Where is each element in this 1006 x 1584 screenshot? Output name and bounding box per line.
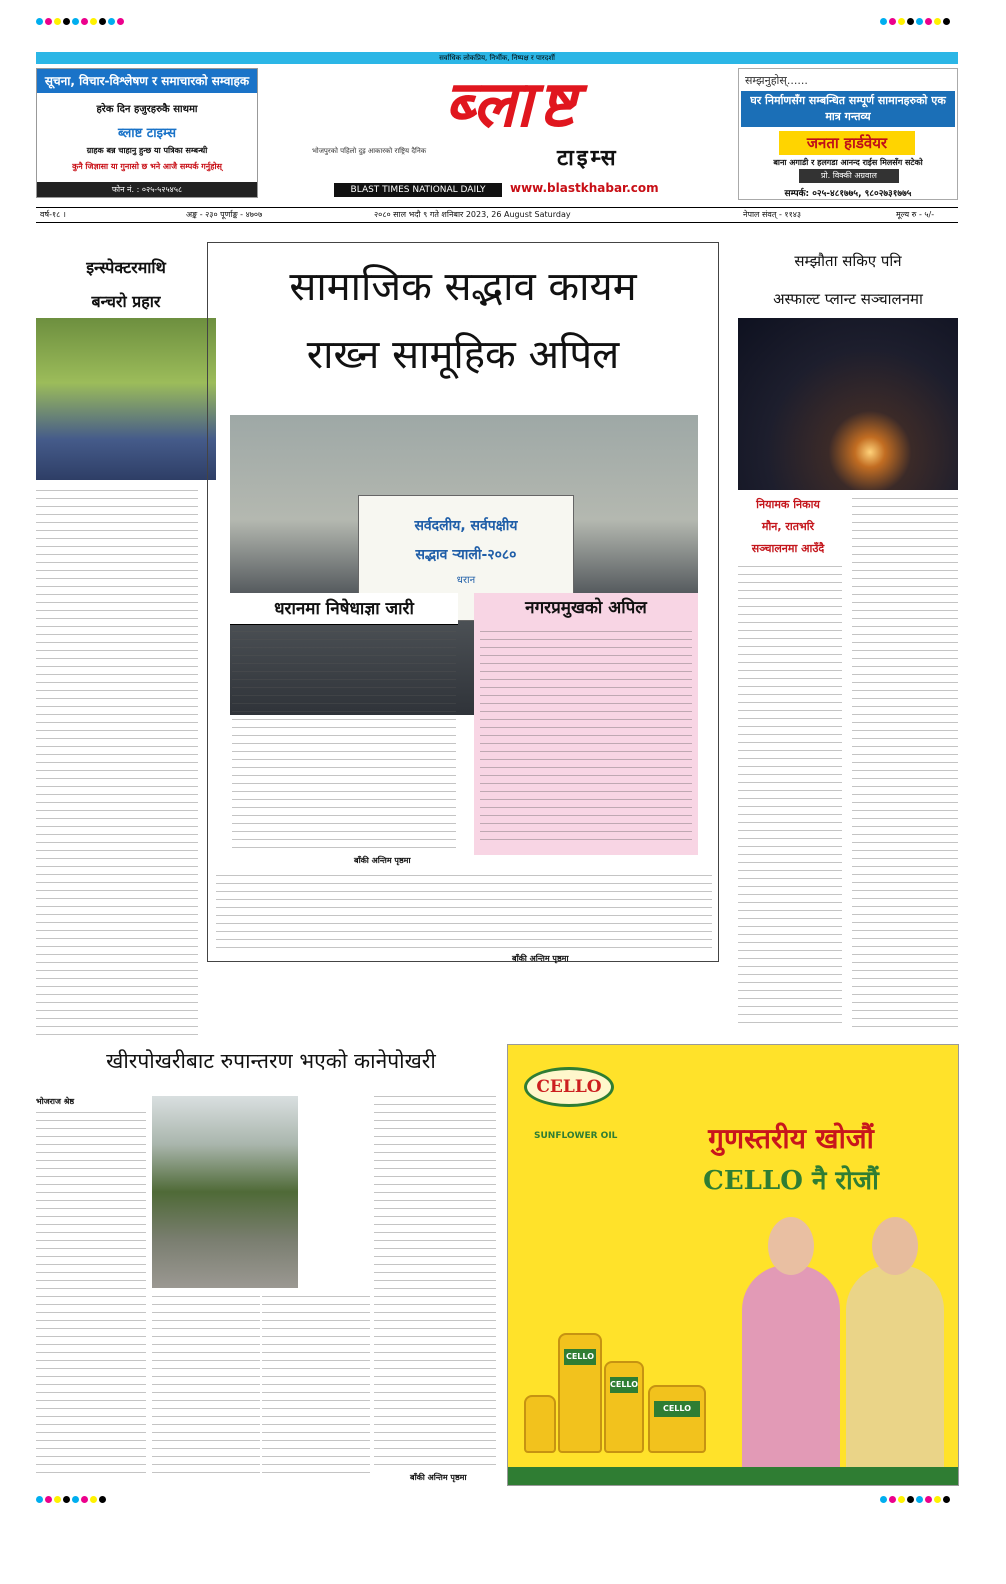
- right-story-headline-line1: सम्झौता सकिए पनि: [794, 252, 902, 270]
- subscription-ad-line1: हरेक दिन हजुरहरुकै साथमा: [96, 104, 198, 115]
- inspector-photo: [36, 318, 216, 480]
- masthead-tagline: भोजपुरको पहिलो दुइ आकारको राष्ट्रिय दैनिक: [312, 147, 427, 155]
- cello-logo: CELLO: [524, 1067, 614, 1107]
- prohibitory-order-subhead[interactable]: धरानमा निषेधाज्ञा जारी: [230, 593, 458, 625]
- hardware-ad-contact: सम्पर्क: ०२५-४८१७७५, ९८०२७३१७७५: [784, 189, 912, 199]
- masthead-daily-label: BLAST TIMES NATIONAL DAILY: [334, 183, 502, 197]
- rally-banner-line3: धरान: [456, 575, 476, 586]
- cello-jar: [648, 1385, 706, 1453]
- cello-models-illustration: [718, 1195, 958, 1465]
- feature-headline-line2[interactable]: राख्न सामूहिक अपिल: [306, 332, 620, 378]
- left-story-body: [36, 490, 198, 1038]
- bottom-story-body-col3: [262, 1296, 370, 1480]
- cello-bottle-label-2: CELLO: [610, 1377, 638, 1393]
- hardware-ad-heading: सम्झनुहोस्......: [745, 74, 808, 87]
- cello-ad-footer-strip: [508, 1467, 958, 1485]
- right-story-headline-line2: अस्फाल्ट प्लान्ट सञ्चालनमा: [773, 290, 923, 308]
- cello-ad: [507, 1044, 959, 1486]
- dateline-price: मूल्य रु - ५/-: [896, 210, 935, 219]
- dateline-samvat: नेपाल संवत् - ११४३: [743, 210, 802, 219]
- dateline-issue: अङ्क - २३० पूर्णाङ्क - ४७०७: [186, 210, 263, 219]
- right-story-subhead-line2: मौन, रातभरि: [761, 520, 815, 533]
- color-registration-top-left: [36, 18, 124, 25]
- bottom-story-headline[interactable]: खीरपोखरीबाट रुपान्तरण भएको कानेपोखरी: [106, 1049, 436, 1073]
- masthead-url[interactable]: www.blastkhabar.com: [510, 181, 659, 195]
- feature-continued-note-2: बाँकी अन्तिम पृष्ठमा: [512, 954, 569, 963]
- cello-bottle-3: [524, 1395, 556, 1453]
- feature-headline-line1[interactable]: सामाजिक सद्भाव कायम: [289, 264, 637, 310]
- bottom-story-continued-note: बाँकी अन्तिम पृष्ठमा: [410, 1473, 467, 1482]
- feature-story: [207, 242, 719, 962]
- model-right: [846, 1265, 944, 1475]
- mayor-appeal-body: [480, 631, 692, 841]
- cello-product-name: SUNFLOWER OIL: [534, 1131, 618, 1141]
- subscription-ad-headline: सूचना, विचार-विश्लेषण र समाचारको सम्वाहक: [37, 69, 257, 93]
- asphalt-plant-photo: [738, 318, 958, 490]
- subscription-ad-line3: ग्राहक बन्न चाहानु हुन्छ या पत्रिका सम्बन्धी: [86, 146, 208, 155]
- bottom-story-body-col1: [36, 1112, 146, 1480]
- hardware-ad: [738, 68, 958, 200]
- cello-jar-label: CELLO: [654, 1401, 700, 1417]
- left-story-headline-line1: इन्स्पेक्टरमाथि: [86, 258, 166, 277]
- top-tagline: सर्वाधिक लोकप्रिय, निर्भीक, निष्पक्ष र पारदर्शी: [439, 54, 555, 62]
- prohibitory-order-body: [232, 631, 456, 851]
- bottom-story-body-col4: [374, 1096, 496, 1466]
- bottom-story-byline: भोजराज श्रेष्ठ: [36, 1097, 75, 1106]
- right-story-subhead-line3: सञ्चालनमा आउँदै: [751, 542, 825, 555]
- bottom-story-body-col2: [152, 1296, 260, 1480]
- kanepokhari-photo: [152, 1096, 298, 1288]
- subscription-ad-phone: फोन नं. : ०२५-५२५४५८: [37, 182, 257, 197]
- subscription-ad: [36, 68, 258, 198]
- left-story-headline-line2: बन्चरो प्रहार: [91, 292, 161, 311]
- right-story-headline[interactable]: [738, 242, 958, 318]
- dateline-year: वर्ष-१८ ।: [40, 210, 66, 219]
- dateline: [36, 207, 958, 223]
- hardware-ad-address: बाना अगाडी र हलगडा आनन्द राईस मिलसँग सटेको: [773, 158, 923, 167]
- masthead-logo: ब्लाष्ट: [444, 67, 582, 142]
- rally-banner-line2: सद्भाव र्‍याली-२०८०: [415, 547, 517, 563]
- top-tagline-strip: [36, 52, 958, 64]
- color-registration-bottom-right: [880, 1496, 950, 1503]
- cello-bottle-label-1: CELLO: [564, 1349, 596, 1365]
- cello-bottle-2: [604, 1361, 644, 1453]
- color-registration-top-right: [880, 18, 950, 25]
- color-registration-bottom-left: [36, 1496, 106, 1503]
- right-story-subhead: [738, 494, 838, 560]
- rally-banner-line1: सर्वदलीय, सर्वपक्षीय: [414, 518, 518, 534]
- dateline-date: २०८० साल भदौ ९ गते शनिबार 2023, 26 August Saturday: [374, 210, 571, 219]
- hardware-ad-brand: जनता हार्डवेयर: [779, 131, 915, 155]
- masthead-sub: टाइम्स: [557, 146, 619, 171]
- right-story-body-col2: [852, 498, 958, 1028]
- hardware-ad-proprietor: प्रो. विक्की अग्रवाल: [799, 169, 899, 183]
- cello-headline-1: गुणस्तरीय खोजौं: [708, 1122, 874, 1155]
- subscription-ad-line2: ब्लाष्ट टाइम्स: [117, 126, 177, 141]
- mayor-appeal-subhead[interactable]: नगरप्रमुखको अपिल: [474, 593, 698, 623]
- left-story-headline[interactable]: [36, 251, 216, 319]
- cello-bottle-1: [558, 1333, 602, 1453]
- cello-headline-2: CELLO नै रोजौं: [703, 1166, 879, 1196]
- right-story-subhead-line1: नियामक निकाय: [756, 498, 820, 511]
- subscription-ad-line4: कुनै जिज्ञासा या गुनासो छ भने आजै सम्पर्क गर्नुहोस्: [72, 162, 222, 171]
- hardware-ad-tagline: घर निर्माणसँग सम्बन्धित सम्पूर्ण सामानहरुको एक मात्र गन्तव्य: [741, 91, 955, 127]
- right-story-body-col1: [738, 566, 842, 1028]
- feature-continued-note-1: बाँकी अन्तिम पृष्ठमा: [354, 856, 411, 865]
- feature-lower-body: [216, 875, 712, 951]
- model-left: [742, 1265, 840, 1475]
